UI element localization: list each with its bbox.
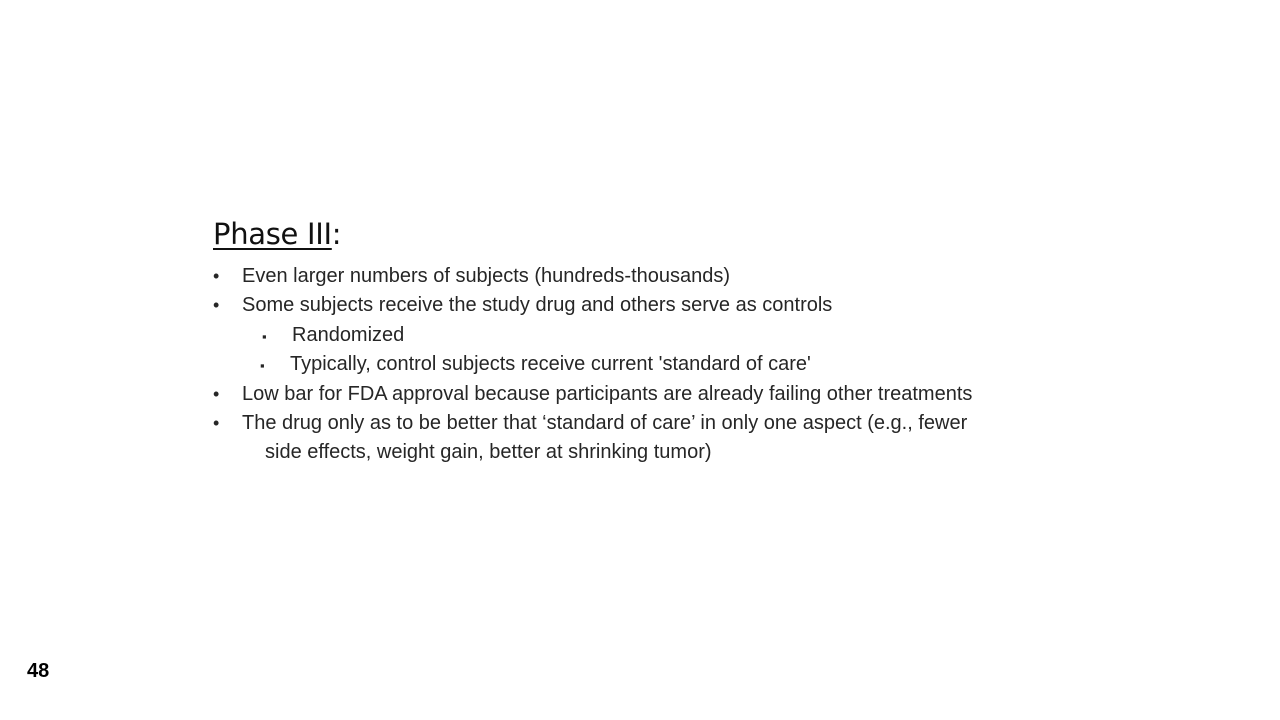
sub-bullet-item xyxy=(213,321,1153,350)
slide-content xyxy=(213,212,1153,468)
bullet-item xyxy=(213,409,1153,438)
bullet-item xyxy=(213,380,1153,409)
bullet-continuation xyxy=(213,438,1153,467)
bullet-text: Some subjects receive the study drug and others serve as controls xyxy=(242,294,833,317)
square-bullet-icon: ▪ xyxy=(262,328,267,344)
slide-title-line xyxy=(213,212,1153,256)
bullet-text: Low bar for FDA approval because participants are already failing other treatments xyxy=(242,382,973,405)
bullet-icon: • xyxy=(213,413,220,434)
sub-bullet-item xyxy=(213,350,1153,379)
sub-bullet-text: Randomized xyxy=(292,323,405,346)
bullet-text: The drug only as to be better that ‘standard of care’ in only one aspect (e.g., fewer xyxy=(242,412,968,435)
bullet-icon: • xyxy=(213,383,220,404)
page-number: 48 xyxy=(27,660,50,682)
bullet-item xyxy=(213,262,1153,291)
bullet-continuation-text: side effects, weight gain, better at shrinking tumor) xyxy=(265,441,712,464)
bullet-icon: • xyxy=(213,295,220,316)
bullet-text: Even larger numbers of subjects (hundreds-thousands) xyxy=(242,265,731,287)
bullet-icon: • xyxy=(213,266,220,286)
sub-bullet-text: Typically, control subjects receive current 'standard of care' xyxy=(290,353,811,376)
bullet-item xyxy=(213,291,1153,320)
slide-title: Phase III xyxy=(213,217,332,251)
square-bullet-icon: ▪ xyxy=(260,358,265,374)
slide-title-colon: : xyxy=(331,217,342,251)
